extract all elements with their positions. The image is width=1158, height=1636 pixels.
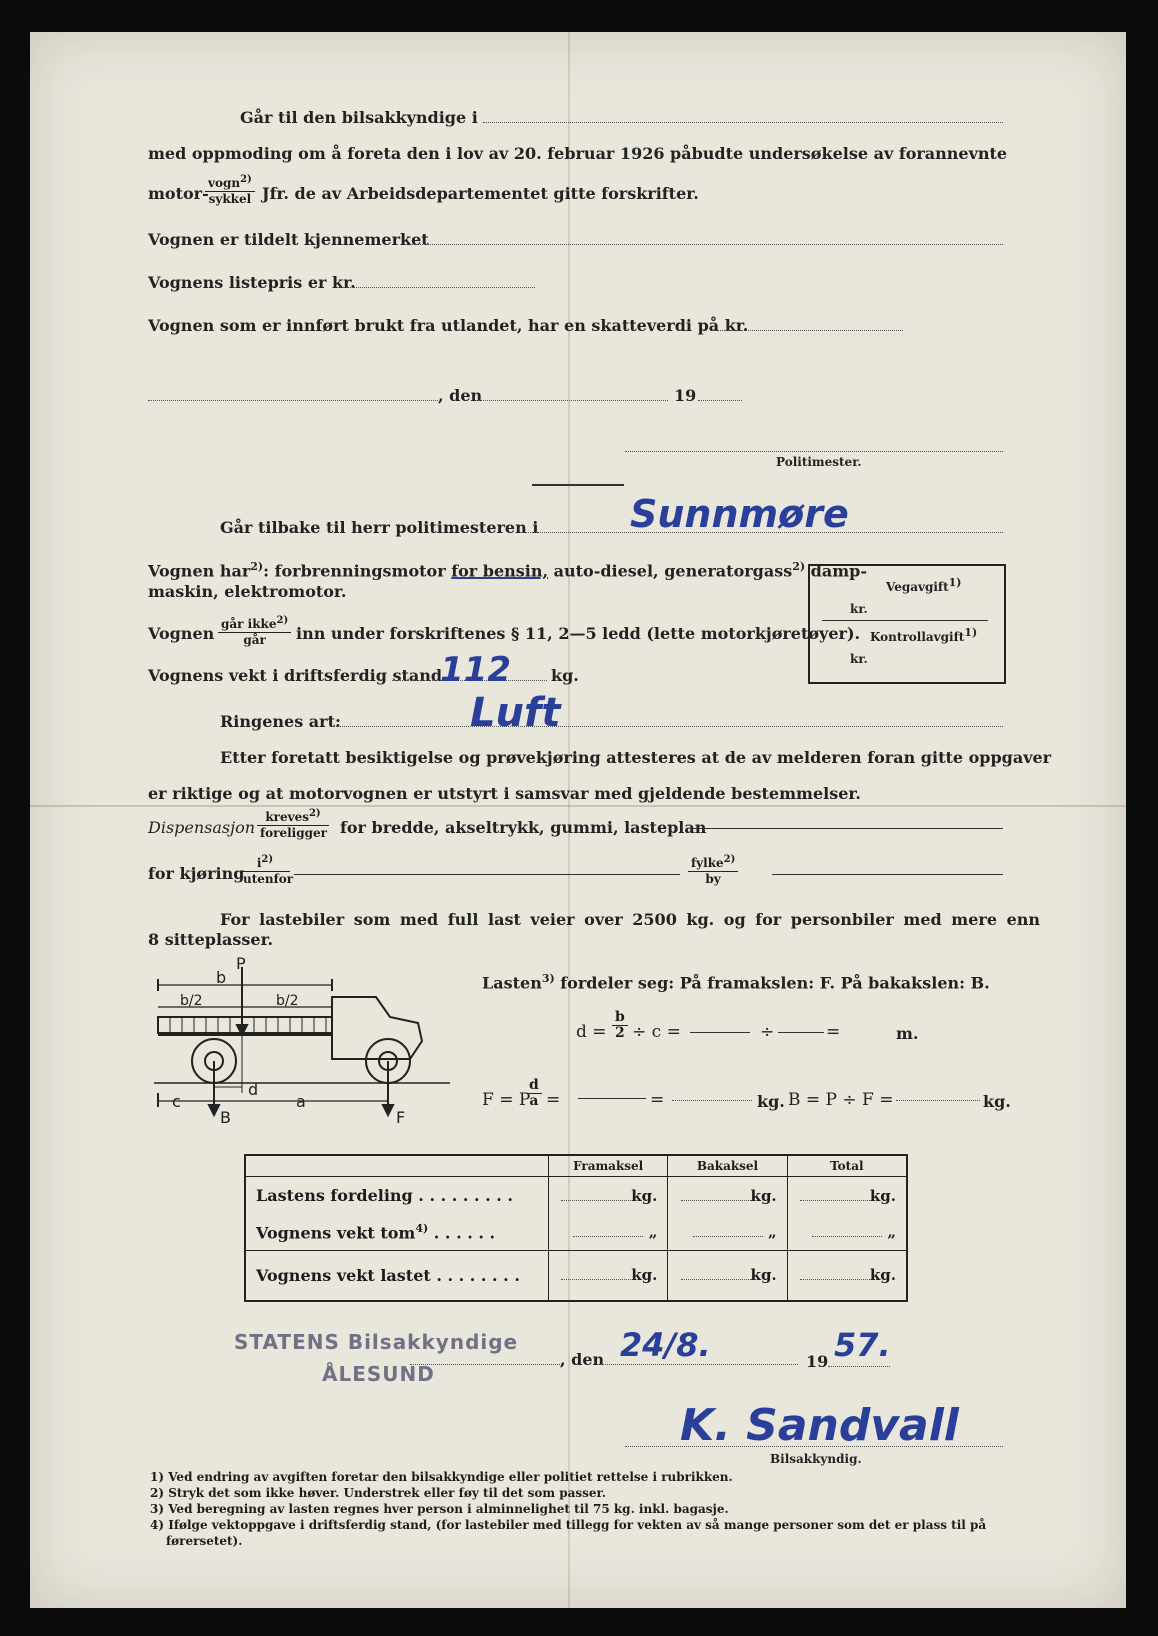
diagram-label-b-half-right: b/2 — [276, 993, 299, 1009]
formula-d-div: ÷ — [760, 1022, 775, 1042]
formula-b-unit: kg. — [983, 1092, 1011, 1111]
formula-f-field-2[interactable] — [672, 1100, 752, 1101]
returns-to-handwriting: Sunnmøre — [630, 492, 849, 536]
diagram-label-a: a — [296, 1092, 306, 1111]
motor-suffix: Jfr. de av Arbeidsdepartementet gitte forskrifter. — [262, 184, 699, 203]
formula-f-fraction: $\frac{d}{a}$ — [526, 1078, 542, 1109]
row-lastens-fordeling-total[interactable]: kg. — [787, 1177, 907, 1215]
diagram-label-b: b — [216, 968, 227, 987]
formula-b: B = P ÷ F = — [788, 1090, 894, 1110]
list-price-field[interactable] — [340, 287, 535, 288]
row-vekt-tom-total[interactable]: „ — [787, 1215, 907, 1251]
row-vekt-lastet-total[interactable]: kg. — [787, 1251, 907, 1301]
kontrollavgift-label: Kontrollavgift$^{1)}$ — [870, 626, 978, 644]
row-vekt-tom-framaksel[interactable]: „ — [549, 1215, 668, 1251]
list-price-label: Vognens listepris er kr. — [148, 273, 356, 292]
date-field[interactable] — [478, 400, 668, 401]
diagram-label-f-axle: F — [396, 1108, 406, 1125]
header-total: Total — [787, 1155, 907, 1177]
formula-f-field-1[interactable] — [578, 1098, 646, 1099]
row-vekt-lastet-label: Vognens vekt lastet . . . . . . . . — [245, 1251, 549, 1301]
header-bakaksel: Bakaksel — [668, 1155, 787, 1177]
plate-label: Vognen er tildelt kjennemerket — [148, 230, 429, 249]
row-lastens-fordeling-bakaksel[interactable]: kg. — [668, 1177, 787, 1215]
year-prefix: 19 — [674, 386, 697, 405]
tires-field[interactable] — [330, 726, 1003, 727]
for-kjoring-label: for kjøring — [148, 864, 245, 883]
weights-table — [244, 1154, 908, 1302]
returns-to-label: Går tilbake til herr politimesteren i — [220, 518, 539, 537]
place-field[interactable] — [148, 400, 438, 401]
footnote-2: 2) Stryk det som ikke høver. Understrek eller føy til det som passer. — [150, 1486, 606, 1500]
signature-year-field[interactable] — [828, 1366, 890, 1367]
tires-label: Ringenes art: — [220, 712, 341, 731]
request-line: med oppmoding om å foreta den i lov av 20. februar 1926 påbudte undersøkelse av forannevnte — [148, 144, 1008, 163]
attest-line-2: er riktige og at motorvognen er utstyrt i samsvar med gjeldende bestemmelser. — [148, 784, 861, 803]
plate-field[interactable] — [410, 244, 1003, 245]
formula-b-field[interactable] — [896, 1100, 980, 1101]
formula-f-left: F = P — [482, 1090, 531, 1110]
tires-handwriting: Luft — [470, 690, 561, 736]
formula-f-eq2: = — [650, 1090, 665, 1110]
import-value-label: Vognen som er innført brukt fra utlandet, har en skatteverdi på kr. — [148, 316, 749, 335]
formula-d-unit: m. — [896, 1024, 919, 1043]
signature-year-prefix: 19 — [806, 1352, 829, 1371]
politimester-signature-field[interactable] — [625, 451, 1003, 452]
diagram-label-c: c — [172, 1092, 181, 1111]
row-vekt-lastet-framaksel[interactable]: kg. — [549, 1251, 668, 1301]
formula-d-field-1[interactable] — [690, 1032, 750, 1033]
diagram-label-b-half-left: b/2 — [180, 993, 203, 1009]
official-stamp-line-2: ÅLESUND — [322, 1362, 435, 1386]
signature-date-field[interactable] — [600, 1364, 798, 1365]
vegavgift-kr: kr. — [850, 602, 868, 616]
motor-fraction: vogn$^{2)}$ sykkel — [205, 172, 255, 207]
formula-d-fraction: $\frac{b}{2}$ — [612, 1010, 628, 1041]
load-distribution-text: Lasten$^{3)}$ fordeler seg: På framakslen: F. På bakakslen: B. — [482, 972, 990, 993]
fylke-by-fraction: fylke$^{2)}$ by — [688, 852, 738, 887]
diagram-label-d: d — [248, 1080, 259, 1099]
row-lastens-fordeling-label: Lastens fordeling . . . . . . . . . — [256, 1186, 513, 1206]
bilsakkyndig-label: Bilsakkyndig. — [770, 1452, 862, 1466]
formula-f-eq: = — [546, 1090, 561, 1110]
den-label: , den — [438, 386, 483, 405]
weight-handwriting: 112 — [440, 650, 511, 690]
engine-line-2: maskin, elektromotor. — [148, 582, 347, 601]
footnote-4: 4) Ifølge vektoppgave i driftsferdig stand, (for lastebiler med tillegg for vekten av så mange personer som det er plass til på — [150, 1518, 987, 1532]
trucks-line-2: 8 sitteplasser. — [148, 930, 274, 949]
fylke-field[interactable] — [772, 874, 1003, 875]
footnote-3: 3) Ved beregning av lasten regnes hver person i alminnelighet til 75 kg. inkl. bagasje. — [150, 1502, 729, 1516]
weight-label: Vognens vekt i driftsferdig stand — [148, 666, 443, 685]
bilsakkyndig-signature-handwriting: K. Sandvall — [680, 1400, 959, 1451]
kjoring-field[interactable] — [294, 874, 680, 875]
official-stamp-line-1: STATENS Bilsakkyndige — [234, 1330, 519, 1354]
goes-to-field[interactable] — [483, 122, 1003, 123]
fee-box — [808, 564, 1006, 684]
dispensasjon-field[interactable] — [690, 828, 1003, 829]
signature-date-handwriting: 24/8. — [620, 1326, 711, 1364]
trucks-line-1: For lastebiler som med full last veier over 2500 kg. og for personbiler med mere enn — [220, 910, 1041, 929]
signature-place-field[interactable] — [410, 1364, 562, 1365]
formula-d-mid: ÷ c = — [632, 1022, 681, 1042]
formula-d-field-2[interactable] — [778, 1032, 824, 1033]
politimester-label: Politimester. — [776, 455, 862, 469]
vognen-label: Vognen — [148, 624, 215, 643]
formula-f-unit: kg. — [757, 1092, 785, 1111]
row-lastens-fordeling-framaksel[interactable]: kg. — [549, 1177, 668, 1215]
dispensasjon-suffix: for bredde, akseltrykk, gummi, lasteplan — [340, 818, 707, 837]
formula-d-left: d = — [576, 1022, 607, 1042]
footnote-4-continued: førersetet). — [166, 1534, 243, 1548]
dispensasjon-label: Dispensasjon — [148, 818, 256, 837]
dispensasjon-fraction: kreves$^{2)}$ foreligger — [257, 806, 329, 841]
import-value-field[interactable] — [710, 330, 903, 331]
load-distribution-diagram — [150, 955, 455, 1125]
signature-den-label: , den — [560, 1350, 605, 1369]
attest-line-1: Etter foretatt besiktigelse og prøvekjøring attesteres at de av melderen foran gitte oppgaver — [220, 748, 1052, 767]
row-vekt-tom-bakaksel[interactable]: „ — [668, 1215, 787, 1251]
section-divider — [532, 484, 624, 486]
light-vehicles-text: inn under forskriftenes § 11, 2—5 ledd (lette motorkjøretøyer). — [296, 624, 861, 643]
footnote-1: 1) Ved endring av avgiften foretar den bilsakkyndige eller politiet rettelse i rubrikken. — [150, 1470, 733, 1484]
weight-unit: kg. — [551, 666, 579, 685]
formula-d-eq: = — [826, 1022, 841, 1042]
signature-year-handwriting: 57. — [834, 1326, 891, 1364]
i-utenfor-fraction: $i^{2)}$ utenfor — [240, 852, 290, 887]
diagram-label-b-axle: B — [220, 1108, 231, 1125]
row-vekt-lastet-bakaksel[interactable]: kg. — [668, 1251, 787, 1301]
header-framaksel: Framaksel — [549, 1155, 668, 1177]
year-field[interactable] — [698, 400, 742, 401]
diagram-label-p: P — [236, 955, 246, 973]
light-vehicle-fraction: går ikke$^{2)}$ går — [218, 613, 291, 648]
engine-line-1: Vognen har$^{2)}$: forbrenningsmotor for bensin, auto-diesel, generatorgass$^{2)}$ damp- — [148, 560, 867, 581]
motor-prefix: motor- — [148, 184, 209, 203]
fee-box-divider — [822, 620, 988, 621]
row-vekt-tom-label: Vognens vekt tom$^{4)}$ . . . . . . — [256, 1222, 496, 1243]
kontrollavgift-kr: kr. — [850, 652, 868, 666]
vegavgift-label: Vegavgift$^{1)}$ — [886, 576, 962, 594]
goes-to-label: Går til den bilsakkyndige i — [240, 108, 478, 127]
fold-line-horizontal — [30, 805, 1126, 807]
